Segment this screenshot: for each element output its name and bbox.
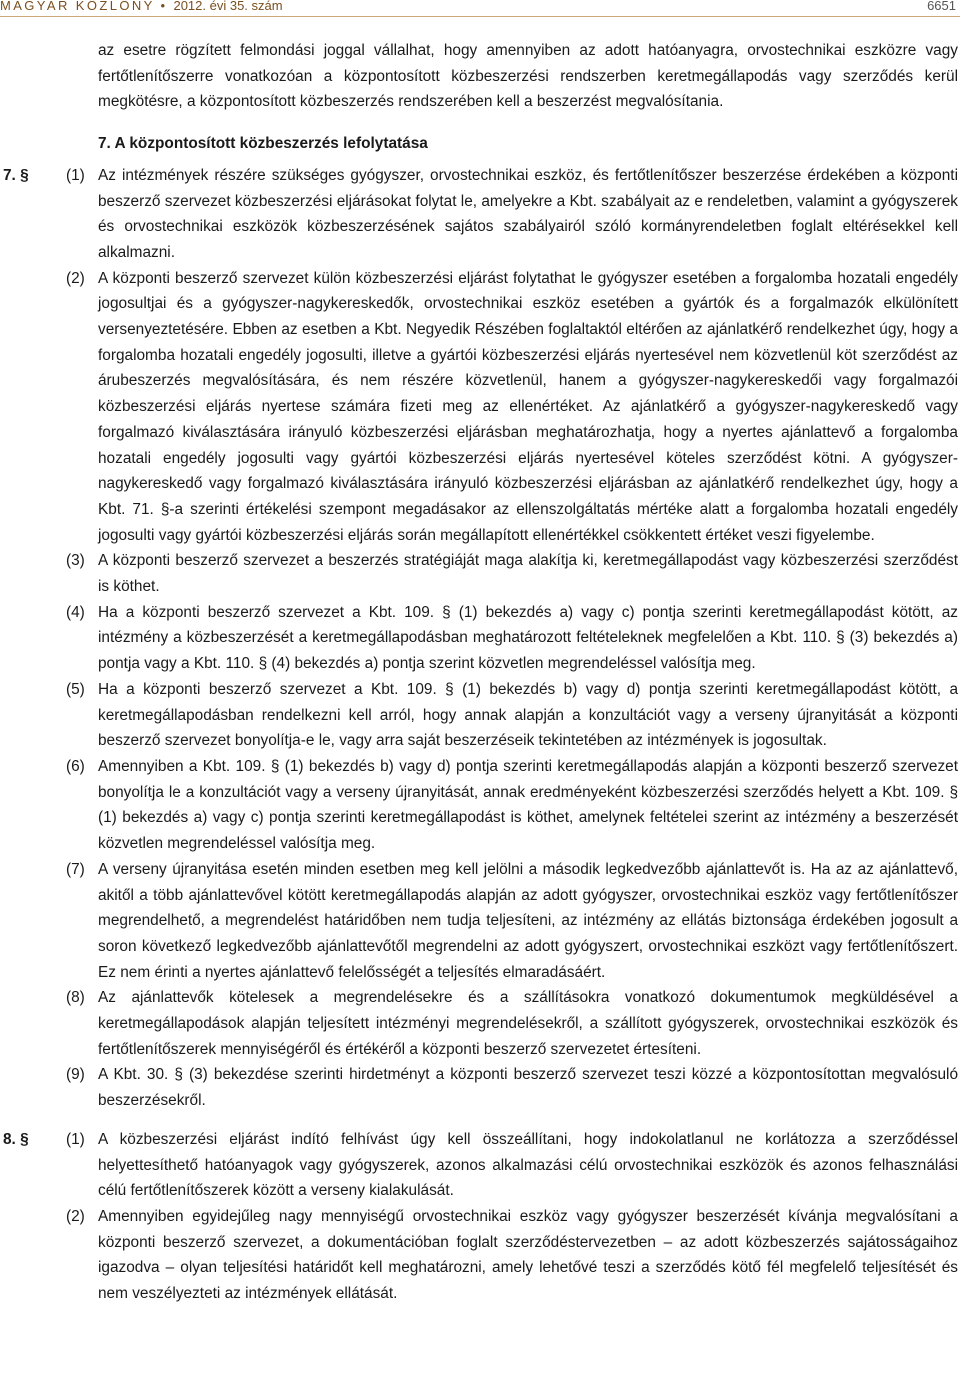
paragraph-item bbox=[0, 857, 960, 986]
intro-paragraph: az esetre rögzített felmondási joggal vállalhat, hogy amennyiben az adott hatóanyagra, orvostechnikai eszközre vagy fertőtlenítőszerre vonatkozóan a központosított közbeszerzési rendszerben keretmegállapodás vagy szerződés kerül megkötésre, a központosított közbeszerzés rendszerében kell a beszerzést megvalósítania. bbox=[98, 42, 958, 111]
paragraph-text: Ha a központi beszerző szervezet a Kbt. 109. § (1) bekezdés b) vagy d) pontja szerinti keretmegállapodást kötött, a keretmegállapodásban rendelkezni kell arról, hogy annak alapján a konzultációt vagy a verseny újranyitását a központi beszerző szervezet bonyolítja-e le, vagy arra saját beszerzéseik tekintetében az intézmények is jogosultak. bbox=[98, 680, 958, 750]
paragraph-item bbox=[0, 754, 960, 857]
paragraph-item bbox=[0, 677, 960, 754]
section-number: 7. § bbox=[3, 166, 29, 184]
paragraph-item bbox=[0, 1204, 960, 1307]
paragraph-item bbox=[0, 600, 960, 677]
paragraph-number: (6) bbox=[66, 757, 85, 775]
paragraph-number: (2) bbox=[66, 269, 85, 287]
header-divider bbox=[0, 16, 960, 17]
paragraph-text: Amennyiben a Kbt. 109. § (1) bekezdés b) vagy d) pontja szerinti keretmegállapodás alapján a központi beszerző szervezet bonyolítja le a konzultációt vagy a verseny újranyitását, annak eredményeként közbeszerzési szerződés helyett a Kbt. 109. § (1) bekezdés a) vagy c) pontja szerinti keretmegállapodást is köthet, amelynek feltételei szerint az intézmény a beszerzését közvetlen megrendeléssel valósítja meg. bbox=[98, 757, 958, 853]
sections-container bbox=[0, 163, 960, 1307]
section-number: 8. § bbox=[3, 1130, 29, 1148]
page-header bbox=[0, 0, 960, 16]
paragraph-number: (3) bbox=[66, 552, 85, 570]
paragraph-number: (2) bbox=[66, 1207, 85, 1225]
paragraph-number: (1) bbox=[66, 1130, 85, 1148]
journal-title: MAGYAR KÖZLÖNY • 2012. évi 35. szám bbox=[0, 0, 283, 13]
paragraph-number: (9) bbox=[66, 1066, 85, 1084]
paragraph-number: (1) bbox=[66, 166, 85, 184]
document-body bbox=[0, 38, 960, 1307]
paragraph-item bbox=[0, 985, 960, 1062]
paragraph-number: (5) bbox=[66, 680, 85, 698]
paragraph-item bbox=[0, 266, 960, 549]
section-heading: 7. A központosított közbeszerzés lefolytatása bbox=[98, 135, 428, 153]
paragraph-number: (4) bbox=[66, 603, 85, 621]
paragraph-item bbox=[0, 163, 960, 266]
paragraph-text: Amennyiben egyidejűleg nagy mennyiségű orvostechnikai eszköz vagy gyógyszer beszerzését kívánja megvalósítani a központi beszerző szervezet, a dokumentációban foglalt szerződéstervezetben – az adott közbeszerzés sajátosságaihoz igazodva – olyan teljesítési határidőt kell meghatározni, amely lehetővé teszi a szerződés kötő fél megfelelő teljesítését és nem veszélyezteti az intézmények ellátását. bbox=[98, 1207, 958, 1303]
paragraph-text: A Kbt. 30. § (3) bekezdése szerinti hirdetményt a központi beszerző szervezet teszi közzé a központosítottan megvalósuló beszerzésekről. bbox=[98, 1066, 958, 1110]
paragraph-item bbox=[0, 548, 960, 599]
paragraph-number: (7) bbox=[66, 860, 85, 878]
paragraph-text: Ha a központi beszerző szervezet a Kbt. 109. § (1) bekezdés a) vagy c) pontja szerinti keretmegállapodást kötött, az intézmény a közbeszerzését a keretmegállapodásban meghatározott feltételeknek megfelelően a Kbt. 110. § (3) bekezdés a) pontja vagy a Kbt. 110. § (4) bekezdés a) pontja szerint közvetlen megrendeléssel valósítja meg. bbox=[98, 603, 958, 673]
page-number: 6651 bbox=[927, 0, 956, 13]
paragraph-text: Az ajánlattevők kötelesek a megrendelésekre és a szállításokra vonatkozó dokumentumok megküldésével a keretmegállapodások alapján teljesített intézményi megrendelésekről, a szállított gyógyszerek, orvostechnikai eszközök és fertőtlenítőszerek mennyiségéről és értékéről a központi beszerző szervezetet értesíteni. bbox=[98, 989, 958, 1058]
paragraph-item bbox=[0, 1127, 960, 1204]
paragraph-text: A közbeszerzési eljárást indító felhívást úgy kell összeállítani, hogy indokolatlanul ne korlátozza a szerződéssel helyettesíthető hatóanyagok vagy gyógyszerek, azonos alkalmazási célú orvostechnikai eszközök és azonos felhasználási célú fertőtlenítőszerek között a verseny kialakulását. bbox=[98, 1130, 958, 1200]
paragraph-text: Az intézmények részére szükséges gyógyszer, orvostechnikai eszköz, és fertőtlenítőszer beszerzése érdekében a központi beszerző szervezet közbeszerzési eljárásokat folytat le, amelyekre a Kbt. szabályait az e rendeletben, valamint a gyógyszerek és orvostechnikai eszközök közbeszerzésének sajátos szabályairól szóló kormányrendeletben foglalt eltérésekkel kell alkalmazni. bbox=[98, 166, 958, 261]
issue-label: 2012. évi 35. szám bbox=[173, 0, 283, 13]
paragraph-text: A központi beszerző szervezet külön közbeszerzési eljárást folytathat le gyógyszer esetében a forgalomba hozatali engedély jogosultjai és a gyógyszer-nagykereskedők, orvostechnikai eszköz esetében a gyártók és a forgalmazók elkülönített versenyeztetésére. Ebben az esetben a Kbt. Negyedik Részében foglaltaktól eltérően az ajánlatkérő rendelkezhet úgy, hogy a forgalomba hozatali engedély jogosulti, illetve a gyártói közbeszerzési eljárás nyertesével nem közvetlenül köt szerződést az árubeszerzés megvalósítására, és nem részére közvetlenül, hanem a gyógyszer-nagykereskedői vagy forgalmazói közbeszerzési eljárás nyertese számára fizeti meg az ellenértéket. Az ajánlatkérő a gyógyszer-nagykereskedő vagy forgalmazó kiválasztására irányuló közbeszerzési eljárásban meghatározhatja, hogy a nyertes ajánlattevő a forgalomba hozatali engedély jogosulti vagy gyártói közbeszerzési eljárás nyertesével köteles szerződést kötni. A gyógyszer-nagykereskedő vagy forgalmazó kiválasztására irányuló közbeszerzési eljárásban az ajánlatkérő rendelkezhet úgy, hogy a Kbt. 71. §-a szerinti értékelési szempont megadásakor az ellenszolgáltatás mértéke alatt a forgalomba hozatali engedély jogosulti vagy gyártói közbeszerzési eljárás során megállapított ellenértékkel csökkentett értéket veszi figyelembe. bbox=[98, 269, 958, 544]
paragraph-text: A központi beszerző szervezet a beszerzés stratégiáját maga alakítja ki, keretmegállapodást vagy közbeszerzési szerződést is köthet. bbox=[98, 552, 958, 596]
paragraph-text: A verseny újranyitása esetén minden esetben meg kell jelölni a második legkedvezőbb ajánlattevőt is. Ha az az ajánlattevő, akitől a több ajánlattevővel kötött keretmegállapodás alapján az adott gyógyszer, orvostechnikai eszköz vagy fertőtlenítőszer megrendelhető, a megrendelést határidőben nem tudja teljesíteni, az intézmény az ellátás biztonsága érdekében jogosult a soron következő legkedvezőbb ajánlattevőtől megrendelni az adott gyógyszert, orvostechnikai eszközt vagy fertőtlenítőszert. Ez nem érinti a nyertes ajánlattevő felelősségét a teljesítés elmaradásáért. bbox=[98, 860, 958, 981]
paragraph-number: (8) bbox=[66, 989, 85, 1007]
paragraph-item bbox=[0, 1062, 960, 1113]
